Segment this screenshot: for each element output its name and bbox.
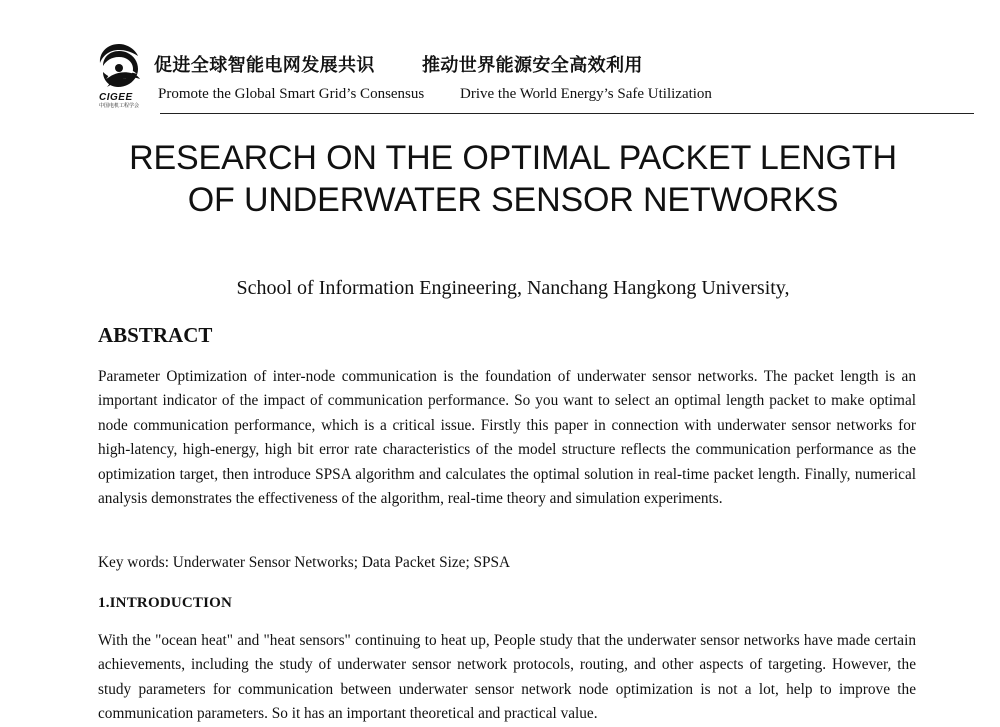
keywords-line — [98, 551, 510, 575]
keywords-value: Underwater Sensor Networks; Data Packet Size; SPSA — [172, 554, 511, 571]
introduction-heading: 1.INTRODUCTION — [98, 595, 233, 611]
english-slogan-left: Promote the Global Smart Grid’s Consensus — [158, 86, 425, 102]
cigee-globe-logo-icon — [96, 41, 144, 109]
paper-title — [90, 137, 936, 221]
title-line-2: OF UNDERWATER SENSOR NETWORKS — [187, 181, 839, 219]
abstract-heading: ABSTRACT — [98, 323, 213, 347]
title-line-1: RESEARCH ON THE OPTIMAL PACKET LENGTH — [129, 139, 897, 177]
chinese-slogan-left: 促进全球智能电网发展共识 — [154, 55, 375, 76]
globe-swoosh-icon — [96, 41, 144, 91]
chinese-slogan-right: 推动世界能源安全高效利用 — [422, 55, 643, 76]
author-affiliation: School of Information Engineering, Nanchang Hangkong University, — [236, 277, 790, 299]
logo-subtext: 中国电机工程学会 — [99, 103, 140, 109]
conference-header — [96, 40, 974, 114]
english-slogan-right: Drive the World Energy’s Safe Utilization — [460, 86, 712, 102]
logo-text: CIGEE — [99, 92, 133, 103]
keywords-label: Key words: — [98, 554, 169, 571]
header-divider — [160, 113, 974, 114]
introduction-paragraph: With the "ocean heat" and "heat sensors" continuing to heat up, People study that the underwater sensor networks have made certain achievements, including the study of underwater sensor network protocols, routing, and other aspects of targeting. However, the study parameters for communication between underwater sensor network node optimization is not a lot, help to improve the communication parameters. So it has an important theoretical and practical value. — [98, 632, 916, 723]
abstract-paragraph: Parameter Optimization of inter-node communication is the foundation of underwater sensor networks. The packet length is an important indicator of the impact of communication performance. So you want to select an optimal length packet to make optimal node communication performance, which is a critical issue. Firstly this paper in connection with underwater sensor networks for high-latency, high-energy, high bit error rate characteristics of the model structure reflects the communication performance as the optimization target, then introduce SPSA algorithm and calculates the optimal solution in real-time packet length. Finally, numerical analysis demonstrates the effectiveness of the algorithm, real-time theory and simulation experiments. — [98, 368, 916, 508]
